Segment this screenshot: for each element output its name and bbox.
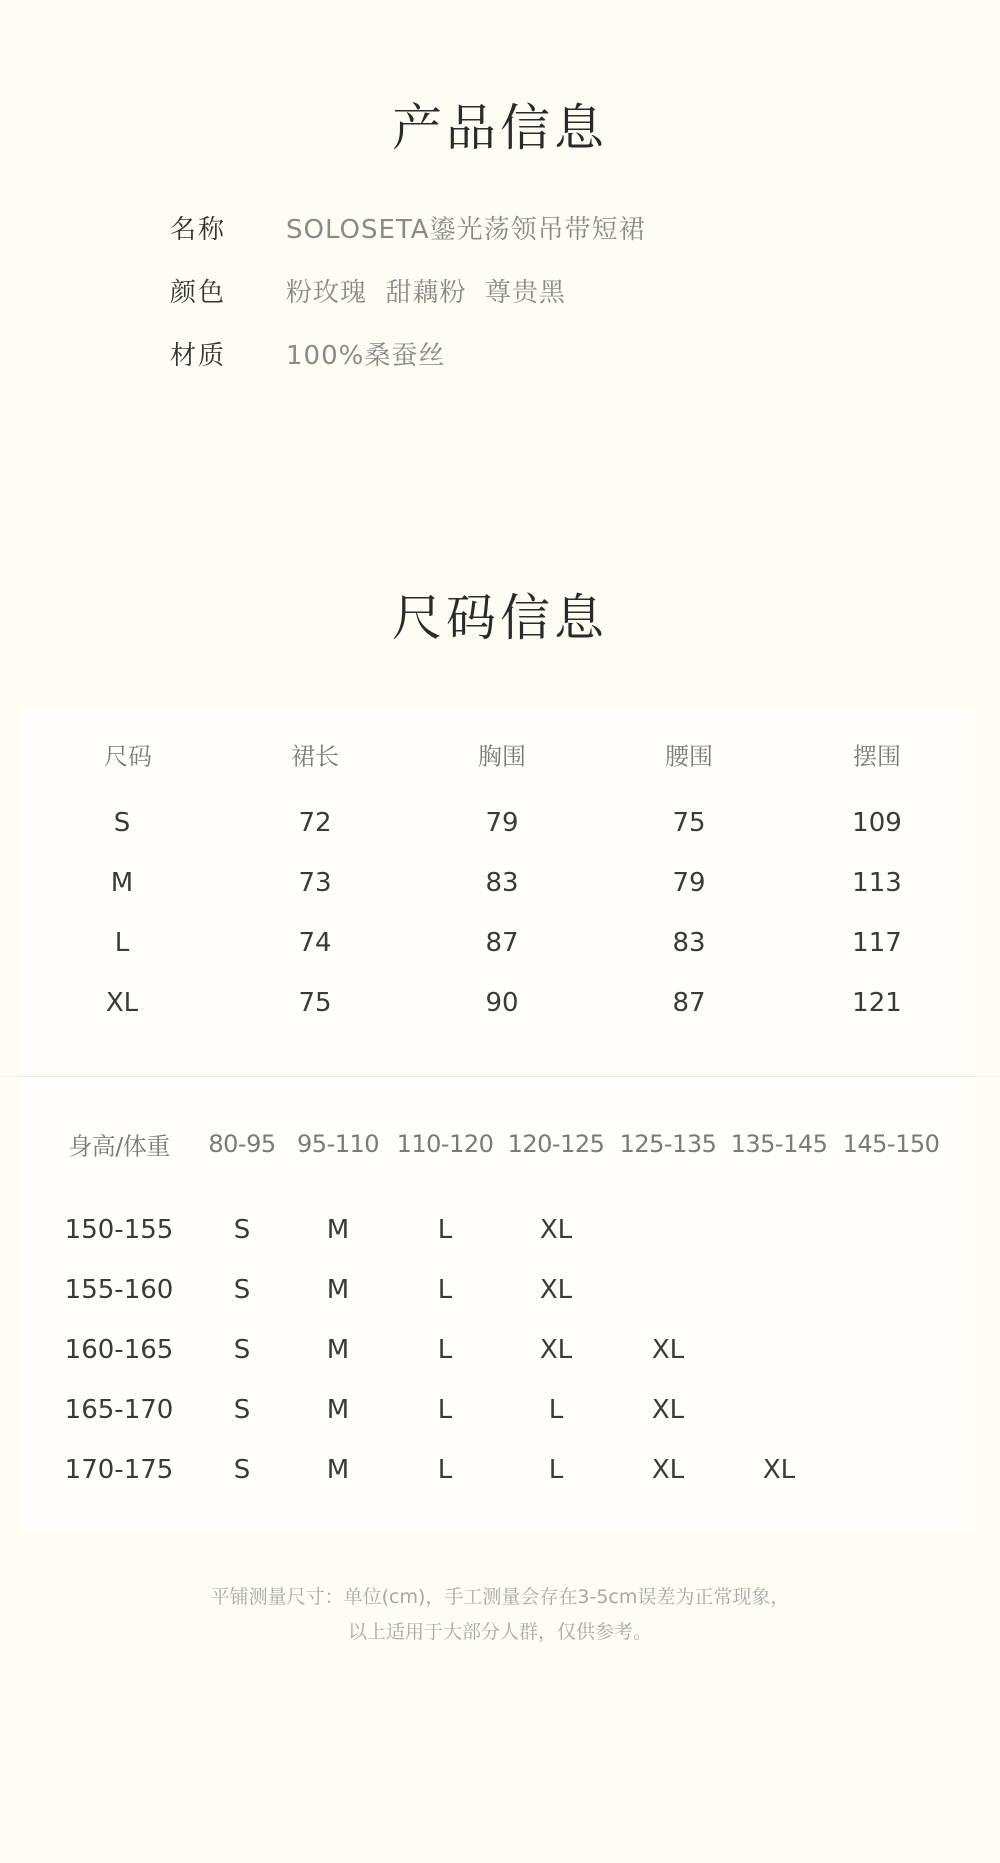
- fit-cell: M: [326, 1395, 350, 1425]
- measure-cell: 75: [298, 988, 332, 1018]
- fit-cell: XL: [651, 1395, 685, 1425]
- measure-cell: S: [113, 808, 131, 838]
- fit-row-label: 170-175: [64, 1455, 174, 1485]
- fit-row-label: 150-155: [64, 1215, 174, 1245]
- measure-cell: 73: [298, 868, 332, 898]
- fit-cell: L: [437, 1395, 453, 1425]
- measure-cell: M: [110, 868, 134, 898]
- fit-row-label: 165-170: [64, 1395, 174, 1425]
- measure-cell: 79: [672, 868, 706, 898]
- fit-header: 80-95: [208, 1130, 276, 1158]
- fit-cell: L: [548, 1395, 564, 1425]
- fit-cell: XL: [762, 1455, 796, 1485]
- fit-header: 身高/体重: [68, 1132, 170, 1161]
- fit-cell: S: [233, 1455, 251, 1485]
- measure-cell: L: [114, 928, 130, 958]
- measure-cell: 90: [485, 988, 519, 1018]
- table-divider: [0, 1076, 1000, 1077]
- size-info-title: 尺码信息: [392, 589, 608, 647]
- measure-cell: 75: [672, 808, 706, 838]
- info-label: 颜色: [170, 277, 227, 308]
- fit-cell: S: [233, 1395, 251, 1425]
- fit-cell: XL: [539, 1215, 573, 1245]
- fit-row-label: 160-165: [64, 1335, 174, 1365]
- info-label: 名称: [170, 214, 227, 245]
- fit-cell: L: [437, 1455, 453, 1485]
- product-info-title: 产品信息: [392, 99, 608, 157]
- measure-cell: 121: [852, 988, 902, 1018]
- measure-header: 胸围: [478, 742, 526, 771]
- fit-cell: L: [437, 1275, 453, 1305]
- measure-header: 裙长: [291, 742, 339, 771]
- fit-header: 120-125: [507, 1130, 605, 1158]
- measure-cell: 109: [852, 808, 902, 838]
- measure-header: 腰围: [665, 742, 713, 771]
- fit-cell: M: [326, 1335, 350, 1365]
- fit-header: 125-135: [619, 1130, 717, 1158]
- info-row-material: [170, 333, 445, 373]
- fit-cell: S: [233, 1215, 251, 1245]
- measure-cell: 113: [852, 868, 902, 898]
- fit-cell: M: [326, 1215, 350, 1245]
- info-label: 材质: [170, 340, 227, 371]
- fit-cell: L: [437, 1335, 453, 1365]
- measure-cell: 72: [298, 808, 332, 838]
- measure-cell: 87: [672, 988, 706, 1018]
- info-row-color: [170, 270, 566, 310]
- info-value: 100%桑蚕丝: [286, 340, 446, 371]
- fit-header: 135-145: [730, 1130, 828, 1158]
- measurement-note: 平铺测量尺寸：单位(cm)，手工测量会存在3-5cm误差为正常现象，: [210, 1586, 790, 1608]
- audience-note: 以上适用于大部分人群，仅供参考。: [347, 1621, 652, 1643]
- fit-row-label: 155-160: [64, 1275, 174, 1305]
- measure-cell: 79: [485, 808, 519, 838]
- info-value: 粉玫瑰 甜藕粉 尊贵黑: [286, 277, 567, 308]
- info-row-name: [170, 207, 646, 247]
- measure-cell: 83: [672, 928, 706, 958]
- fit-cell: XL: [539, 1335, 573, 1365]
- measure-header: 尺码: [104, 742, 152, 771]
- measure-cell: XL: [105, 988, 139, 1018]
- fit-cell: XL: [651, 1335, 685, 1365]
- fit-cell: M: [326, 1455, 350, 1485]
- measure-cell: 87: [485, 928, 519, 958]
- measure-header: 摆围: [853, 742, 901, 771]
- fit-cell: L: [437, 1215, 453, 1245]
- info-value: SOLOSETA鎏光荡领吊带短裙: [286, 214, 646, 245]
- measure-cell: 83: [485, 868, 519, 898]
- fit-cell: S: [233, 1335, 251, 1365]
- measure-cell: 117: [852, 928, 902, 958]
- fit-header: 95-110: [296, 1130, 380, 1158]
- fit-cell: XL: [539, 1275, 573, 1305]
- measure-cell: 74: [298, 928, 332, 958]
- fit-cell: M: [326, 1275, 350, 1305]
- fit-header: 110-120: [396, 1130, 494, 1158]
- fit-cell: S: [233, 1275, 251, 1305]
- fit-cell: XL: [651, 1455, 685, 1485]
- fit-cell: L: [548, 1455, 564, 1485]
- fit-header: 145-150: [842, 1130, 940, 1158]
